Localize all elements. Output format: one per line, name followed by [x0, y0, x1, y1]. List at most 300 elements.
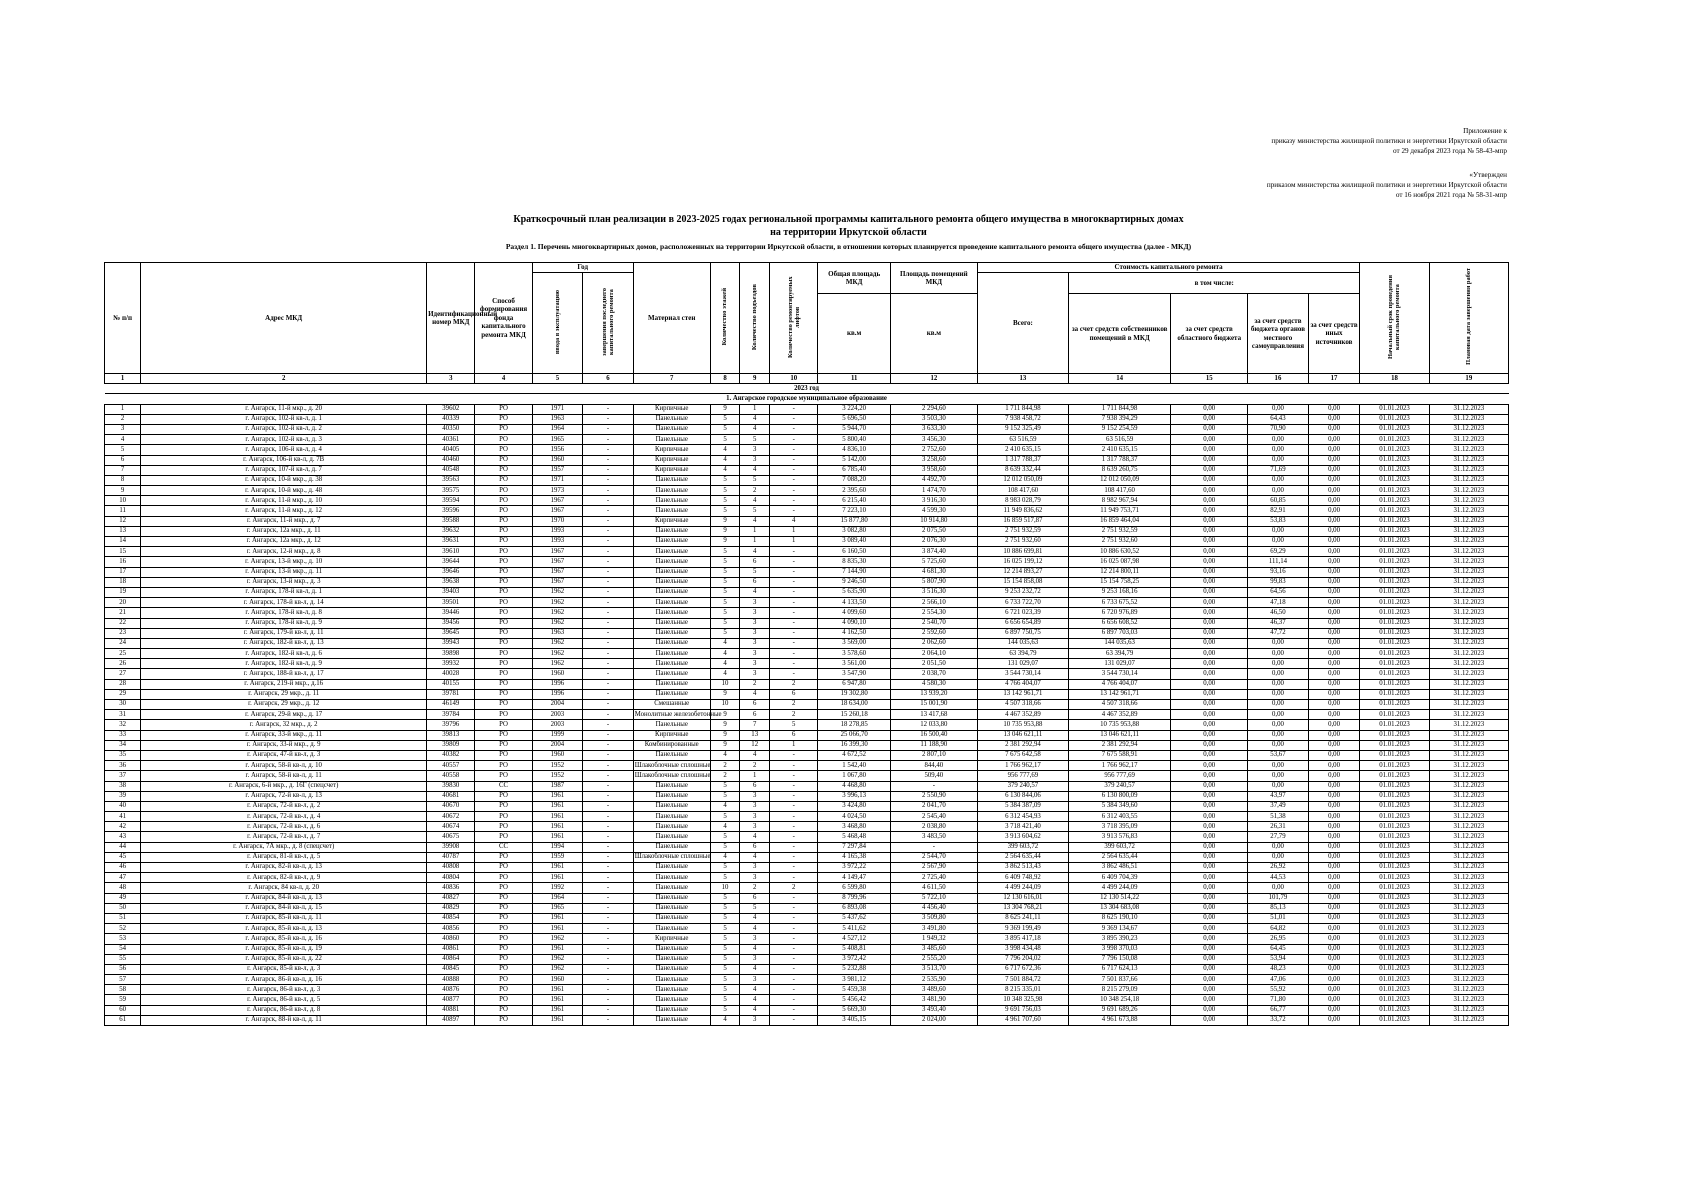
- start-date-cell: 01.01.2023: [1360, 669, 1429, 679]
- wall-material-cell: Панельные: [633, 567, 710, 577]
- cost-owners-cell: 6 312 403,55: [1069, 812, 1171, 822]
- year-last-repair-cell: -: [583, 883, 634, 893]
- premises-area-cell: 4 681,30: [890, 567, 977, 577]
- cost-regional-cell: 0,00: [1171, 903, 1248, 913]
- end-date-cell: 31.12.2023: [1429, 486, 1508, 496]
- address-cell: г. Ангарск, 85-й кв-л, д. 16: [141, 934, 427, 944]
- end-date-cell: 31.12.2023: [1429, 934, 1508, 944]
- floors-cell: 4: [710, 445, 740, 455]
- fund-method-cell: РО: [475, 903, 532, 913]
- cost-regional-cell: 0,00: [1171, 771, 1248, 781]
- start-date-cell: 01.01.2023: [1360, 842, 1429, 852]
- cost-local-cell: 0,00: [1248, 781, 1308, 791]
- mkd-id-cell: 39575: [427, 486, 475, 496]
- wall-material-cell: Панельные: [633, 689, 710, 699]
- year-built-cell: 1967: [532, 567, 583, 577]
- entrances-cell: 3: [740, 445, 770, 455]
- premises-area-cell: 13 417,68: [890, 710, 977, 720]
- cost-owners-cell: 7 501 837,66: [1069, 975, 1171, 985]
- total-area-cell: 5 142,00: [818, 455, 891, 465]
- cost-owners-cell: 7 675 588,91: [1069, 750, 1171, 760]
- address-cell: г. Ангарск, 85-й кв-л, д. 13: [141, 924, 427, 934]
- year-built-cell: 1967: [532, 547, 583, 557]
- cost-owners-cell: 3 913 576,83: [1069, 832, 1171, 842]
- cost-owners-cell: 12 214 800,11: [1069, 567, 1171, 577]
- premises-area-cell: 2 592,60: [890, 628, 977, 638]
- end-date-cell: 31.12.2023: [1429, 761, 1508, 771]
- mkd-id-cell: 40670: [427, 801, 475, 811]
- year-built-cell: 1957: [532, 465, 583, 475]
- cost-local-cell: 0,00: [1248, 404, 1308, 414]
- cost-total-cell: 399 603,72: [977, 842, 1068, 852]
- mkd-id-cell: 40877: [427, 995, 475, 1005]
- table-row: [105, 812, 1509, 822]
- approval-note: [1267, 170, 1507, 200]
- cost-owners-cell: 9 152 254,59: [1069, 424, 1171, 434]
- cost-other-cell: 0,00: [1308, 649, 1360, 659]
- table-row: [105, 710, 1509, 720]
- row-num-cell: 41: [105, 812, 141, 822]
- mkd-id-cell: 40897: [427, 1015, 475, 1025]
- year-last-repair-cell: -: [583, 465, 634, 475]
- floors-cell: 5: [710, 903, 740, 913]
- start-date-cell: 01.01.2023: [1360, 883, 1429, 893]
- column-number: 5: [532, 374, 583, 384]
- address-cell: г. Ангарск, 182-й кв-л, д. 6: [141, 649, 427, 659]
- address-cell: г. Ангарск, 13-й мкр., д. 10: [141, 557, 427, 567]
- cost-regional-cell: 0,00: [1171, 414, 1248, 424]
- wall-material-cell: Панельные: [633, 679, 710, 689]
- entrances-cell: 4: [740, 852, 770, 862]
- cost-other-cell: 0,00: [1308, 404, 1360, 414]
- premises-area-cell: 1 949,32: [890, 934, 977, 944]
- end-date-cell: 31.12.2023: [1429, 547, 1508, 557]
- end-date-cell: 31.12.2023: [1429, 414, 1508, 424]
- cost-regional-cell: 0,00: [1171, 557, 1248, 567]
- cost-owners-cell: 2 564 635,44: [1069, 852, 1171, 862]
- lifts-cell: 2: [770, 700, 818, 710]
- year-built-cell: 1961: [532, 812, 583, 822]
- total-area-cell: 5 635,90: [818, 587, 891, 597]
- address-cell: г. Ангарск, 85-й кв-л, д. 19: [141, 944, 427, 954]
- year-built-cell: 1965: [532, 903, 583, 913]
- table-row: [105, 975, 1509, 985]
- lifts-cell: -: [770, 985, 818, 995]
- appendix-line-2: приказу министерства жилищной политики и энергетики Иркутской области: [1271, 137, 1507, 145]
- end-date-cell: 31.12.2023: [1429, 750, 1508, 760]
- entrances-cell: 3: [740, 812, 770, 822]
- cost-regional-cell: 0,00: [1171, 975, 1248, 985]
- end-date-cell: 31.12.2023: [1429, 669, 1508, 679]
- cost-regional-cell: 0,00: [1171, 496, 1248, 506]
- column-number: 3: [427, 374, 475, 384]
- wall-material-cell: Комбинированные: [633, 740, 710, 750]
- wall-material-cell: Панельные: [633, 791, 710, 801]
- cost-regional-cell: 0,00: [1171, 628, 1248, 638]
- row-num-cell: 6: [105, 455, 141, 465]
- cost-total-cell: 131 029,07: [977, 659, 1068, 669]
- year-last-repair-cell: -: [583, 1005, 634, 1015]
- year-built-cell: 1973: [532, 486, 583, 496]
- entrances-cell: 3: [740, 801, 770, 811]
- cost-other-cell: 0,00: [1308, 506, 1360, 516]
- column-number: 2: [141, 374, 427, 384]
- premises-area-cell: 5 722,10: [890, 893, 977, 903]
- header-owners: за счет средств собственников помещений в МКД: [1069, 294, 1171, 374]
- lifts-cell: 6: [770, 689, 818, 699]
- year-last-repair-cell: -: [583, 424, 634, 434]
- cost-total-cell: 8 983 028,79: [977, 496, 1068, 506]
- fund-method-cell: РО: [475, 934, 532, 944]
- lifts-cell: -: [770, 812, 818, 822]
- address-cell: г. Ангарск, 33-й мкр., д. 11: [141, 730, 427, 740]
- cost-other-cell: 0,00: [1308, 516, 1360, 526]
- table-row: [105, 934, 1509, 944]
- cost-total-cell: 13 304 768,21: [977, 903, 1068, 913]
- address-cell: г. Ангарск, 107-й кв-л, д. 7: [141, 465, 427, 475]
- year-last-repair-cell: -: [583, 771, 634, 781]
- cost-other-cell: 0,00: [1308, 689, 1360, 699]
- table-header: [105, 263, 1509, 374]
- wall-material-cell: Шлакоблочные сплошные: [633, 761, 710, 771]
- row-num-cell: 44: [105, 842, 141, 852]
- cost-other-cell: 0,00: [1308, 679, 1360, 689]
- cost-regional-cell: 0,00: [1171, 710, 1248, 720]
- cost-owners-cell: 2 410 635,15: [1069, 445, 1171, 455]
- wall-material-cell: Шлакоблочные сплошные: [633, 771, 710, 781]
- row-num-cell: 18: [105, 577, 141, 587]
- table-row: [105, 720, 1509, 730]
- wall-material-cell: Панельные: [633, 781, 710, 791]
- address-cell: г. Ангарск, 84 кв-л, д. 20: [141, 883, 427, 893]
- address-cell: г. Ангарск, 182-й кв-л, д. 9: [141, 659, 427, 669]
- table-row: [105, 598, 1509, 608]
- entrances-cell: 4: [740, 689, 770, 699]
- start-date-cell: 01.01.2023: [1360, 649, 1429, 659]
- table-row: [105, 1005, 1509, 1015]
- start-date-cell: 01.01.2023: [1360, 689, 1429, 699]
- floors-cell: 5: [710, 547, 740, 557]
- lifts-cell: -: [770, 995, 818, 1005]
- lifts-cell: 1: [770, 526, 818, 536]
- cost-owners-cell: 6 720 976,89: [1069, 608, 1171, 618]
- fund-method-cell: РО: [475, 577, 532, 587]
- lifts-cell: -: [770, 445, 818, 455]
- table-row: [105, 506, 1509, 516]
- premises-area-cell: 2 725,40: [890, 873, 977, 883]
- end-date-cell: 31.12.2023: [1429, 781, 1508, 791]
- cost-local-cell: 0,00: [1248, 842, 1308, 852]
- address-cell: г. Ангарск, 86-й кв-л, д. 3: [141, 985, 427, 995]
- cost-total-cell: 2 381 292,94: [977, 740, 1068, 750]
- wall-material-cell: Панельные: [633, 893, 710, 903]
- year-last-repair-cell: -: [583, 628, 634, 638]
- header-year-last: [583, 272, 634, 374]
- cost-local-cell: 85,13: [1248, 903, 1308, 913]
- fund-method-cell: РО: [475, 924, 532, 934]
- cost-local-cell: 0,00: [1248, 649, 1308, 659]
- year-built-cell: 1963: [532, 628, 583, 638]
- mkd-id-cell: 39456: [427, 618, 475, 628]
- row-num-cell: 25: [105, 649, 141, 659]
- row-num-cell: 60: [105, 1005, 141, 1015]
- cost-regional-cell: 0,00: [1171, 873, 1248, 883]
- year-last-repair-cell: -: [583, 496, 634, 506]
- cost-total-cell: 108 417,60: [977, 486, 1068, 496]
- lifts-cell: -: [770, 832, 818, 842]
- address-cell: г. Ангарск, 106-й кв-л, д. 4: [141, 445, 427, 455]
- cost-local-cell: 53,94: [1248, 954, 1308, 964]
- row-num-cell: 52: [105, 924, 141, 934]
- cost-regional-cell: 0,00: [1171, 964, 1248, 974]
- mkd-id-cell: 39645: [427, 628, 475, 638]
- mkd-id-cell: 40845: [427, 964, 475, 974]
- row-num-cell: 59: [105, 995, 141, 1005]
- table-row: [105, 964, 1509, 974]
- floors-cell: 5: [710, 486, 740, 496]
- premises-area-cell: 4 492,70: [890, 475, 977, 485]
- lifts-cell: -: [770, 424, 818, 434]
- wall-material-cell: Панельные: [633, 944, 710, 954]
- cost-total-cell: 10 886 699,81: [977, 547, 1068, 557]
- row-num-cell: 2: [105, 414, 141, 424]
- premises-area-cell: -: [890, 781, 977, 791]
- floors-cell: 4: [710, 1015, 740, 1025]
- header-material: Материал стен: [633, 263, 710, 374]
- cost-regional-cell: 0,00: [1171, 435, 1248, 445]
- address-cell: г. Ангарск, 47-й кв-л, д. 3: [141, 750, 427, 760]
- cost-regional-cell: 0,00: [1171, 934, 1248, 944]
- end-date-cell: 31.12.2023: [1429, 720, 1508, 730]
- fund-method-cell: РО: [475, 526, 532, 536]
- premises-area-cell: 3 456,30: [890, 435, 977, 445]
- row-num-cell: 30: [105, 700, 141, 710]
- year-last-repair-cell: -: [583, 577, 634, 587]
- column-numbers-row: [105, 374, 1509, 384]
- row-num-cell: 26: [105, 659, 141, 669]
- total-area-cell: 4 090,10: [818, 618, 891, 628]
- address-cell: г. Ангарск, 72-й кв-л, д. 7: [141, 832, 427, 842]
- fund-method-cell: РО: [475, 486, 532, 496]
- mkd-id-cell: 40672: [427, 812, 475, 822]
- floors-cell: 9: [710, 689, 740, 699]
- mkd-id-cell: 39638: [427, 577, 475, 587]
- year-last-repair-cell: -: [583, 750, 634, 760]
- row-num-cell: 28: [105, 679, 141, 689]
- total-area-cell: 5 232,88: [818, 964, 891, 974]
- cost-other-cell: 0,00: [1308, 455, 1360, 465]
- cost-regional-cell: 0,00: [1171, 486, 1248, 496]
- entrances-cell: 5: [740, 567, 770, 577]
- cost-other-cell: 0,00: [1308, 924, 1360, 934]
- end-date-cell: 31.12.2023: [1429, 985, 1508, 995]
- row-num-cell: 13: [105, 526, 141, 536]
- cost-other-cell: 0,00: [1308, 801, 1360, 811]
- cost-local-cell: 70,90: [1248, 424, 1308, 434]
- year-last-repair-cell: -: [583, 944, 634, 954]
- fund-method-cell: РО: [475, 812, 532, 822]
- premises-area-cell: 2 294,60: [890, 404, 977, 414]
- year-last-repair-cell: -: [583, 638, 634, 648]
- row-num-cell: 31: [105, 710, 141, 720]
- total-area-cell: 7 088,20: [818, 475, 891, 485]
- cost-other-cell: 0,00: [1308, 537, 1360, 547]
- start-date-cell: 01.01.2023: [1360, 822, 1429, 832]
- premises-area-cell: 4 580,30: [890, 679, 977, 689]
- address-cell: г. Ангарск, 13-й мкр., д. 11: [141, 567, 427, 577]
- total-area-cell: 4 149,47: [818, 873, 891, 883]
- total-area-cell: 2 395,60: [818, 486, 891, 496]
- total-area-cell: 3 468,80: [818, 822, 891, 832]
- lifts-cell: -: [770, 873, 818, 883]
- cost-total-cell: 4 961 707,60: [977, 1015, 1068, 1025]
- fund-method-cell: РО: [475, 893, 532, 903]
- cost-other-cell: 0,00: [1308, 842, 1360, 852]
- cost-other-cell: 0,00: [1308, 424, 1360, 434]
- cost-local-cell: 47,18: [1248, 598, 1308, 608]
- total-area-cell: 6 599,80: [818, 883, 891, 893]
- total-area-cell: 3 569,00: [818, 638, 891, 648]
- year-last-repair-cell: -: [583, 669, 634, 679]
- fund-method-cell: РО: [475, 475, 532, 485]
- entrances-cell: 3: [740, 649, 770, 659]
- mkd-id-cell: 39610: [427, 547, 475, 557]
- end-date-cell: 31.12.2023: [1429, 424, 1508, 434]
- row-num-cell: 38: [105, 781, 141, 791]
- start-date-cell: 01.01.2023: [1360, 893, 1429, 903]
- floors-cell: 9: [710, 516, 740, 526]
- mkd-id-cell: 39446: [427, 608, 475, 618]
- mkd-id-cell: 40860: [427, 934, 475, 944]
- cost-owners-cell: 16 859 464,04: [1069, 516, 1171, 526]
- cost-total-cell: 4 467 352,89: [977, 710, 1068, 720]
- table-row: [105, 577, 1509, 587]
- end-date-cell: 31.12.2023: [1429, 975, 1508, 985]
- year-last-repair-cell: -: [583, 486, 634, 496]
- total-area-cell: 15 877,80: [818, 516, 891, 526]
- address-cell: г. Ангарск, 86-й кв-л, д. 8: [141, 1005, 427, 1015]
- end-date-cell: 31.12.2023: [1429, 852, 1508, 862]
- floors-cell: 9: [710, 404, 740, 414]
- cost-regional-cell: 0,00: [1171, 832, 1248, 842]
- row-num-cell: 5: [105, 445, 141, 455]
- table-row: [105, 761, 1509, 771]
- cost-total-cell: 12 012 050,09: [977, 475, 1068, 485]
- cost-total-cell: 63 516,59: [977, 435, 1068, 445]
- year-built-cell: 1960: [532, 750, 583, 760]
- floors-cell: 5: [710, 913, 740, 923]
- cost-local-cell: 51,38: [1248, 812, 1308, 822]
- header-premises-area: Площадь помещений МКД: [890, 263, 977, 294]
- address-cell: г. Ангарск, 11-й мкр., д. 20: [141, 404, 427, 414]
- table-row: [105, 608, 1509, 618]
- wall-material-cell: Панельные: [633, 618, 710, 628]
- municipality-label: 1. Ангарское городское муниципальное образование: [105, 394, 1509, 404]
- header-local: за счет средств бюджета органов местного самоуправления: [1248, 294, 1308, 374]
- lifts-cell: -: [770, 934, 818, 944]
- year-built-cell: 1961: [532, 985, 583, 995]
- entrances-cell: 4: [740, 414, 770, 424]
- cost-local-cell: 0,00: [1248, 659, 1308, 669]
- premises-area-cell: 3 503,30: [890, 414, 977, 424]
- end-date-cell: 31.12.2023: [1429, 608, 1508, 618]
- entrances-cell: 3: [740, 873, 770, 883]
- total-area-cell: 3 424,80: [818, 801, 891, 811]
- table-row: [105, 628, 1509, 638]
- table-row: [105, 618, 1509, 628]
- fund-method-cell: РО: [475, 863, 532, 873]
- document-title-line-1: Краткосрочный план реализации в 2023-2025 годах региональной программы капитального ремонта общего имущества в многоквартирных домах: [513, 214, 1184, 225]
- entrances-cell: 4: [740, 995, 770, 1005]
- floors-cell: 5: [710, 587, 740, 597]
- total-area-cell: 5 459,38: [818, 985, 891, 995]
- fund-method-cell: РО: [475, 801, 532, 811]
- column-number: 6: [583, 374, 634, 384]
- address-cell: г. Ангарск, 72-й кв-л, д. 13: [141, 791, 427, 801]
- end-date-cell: 31.12.2023: [1429, 465, 1508, 475]
- start-date-cell: 01.01.2023: [1360, 547, 1429, 557]
- cost-total-cell: 2 751 932,60: [977, 537, 1068, 547]
- cost-regional-cell: 0,00: [1171, 700, 1248, 710]
- cost-total-cell: 3 895 417,18: [977, 934, 1068, 944]
- wall-material-cell: Панельные: [633, 812, 710, 822]
- cost-regional-cell: 0,00: [1171, 475, 1248, 485]
- mkd-id-cell: 40836: [427, 883, 475, 893]
- end-date-cell: 31.12.2023: [1429, 577, 1508, 587]
- row-num-cell: 19: [105, 587, 141, 597]
- floors-cell: 4: [710, 659, 740, 669]
- year-built-cell: 1962: [532, 964, 583, 974]
- address-cell: г. Ангарск, 86-й кв-л, д. 5: [141, 995, 427, 1005]
- fund-method-cell: РО: [475, 404, 532, 414]
- start-date-cell: 01.01.2023: [1360, 964, 1429, 974]
- start-date-cell: 01.01.2023: [1360, 577, 1429, 587]
- cost-regional-cell: 0,00: [1171, 679, 1248, 689]
- cost-other-cell: 0,00: [1308, 750, 1360, 760]
- table-row: [105, 404, 1509, 414]
- cost-total-cell: 12 214 893,27: [977, 567, 1068, 577]
- year-built-cell: 1961: [532, 873, 583, 883]
- start-date-cell: 01.01.2023: [1360, 445, 1429, 455]
- premises-area-cell: 2 555,20: [890, 954, 977, 964]
- mkd-id-cell: 40557: [427, 761, 475, 771]
- fund-method-cell: РО: [475, 649, 532, 659]
- mkd-id-cell: 39403: [427, 587, 475, 597]
- premises-area-cell: 3 958,60: [890, 465, 977, 475]
- premises-area-cell: 3 513,70: [890, 964, 977, 974]
- total-area-cell: 5 800,40: [818, 435, 891, 445]
- premises-area-cell: 3 483,50: [890, 832, 977, 842]
- table-row: [105, 414, 1509, 424]
- lifts-cell: -: [770, 924, 818, 934]
- cost-total-cell: 63 394,79: [977, 649, 1068, 659]
- total-area-cell: 3 405,15: [818, 1015, 891, 1025]
- cost-owners-cell: 9 369 134,67: [1069, 924, 1171, 934]
- total-area-cell: 3 224,20: [818, 404, 891, 414]
- mkd-id-cell: 40827: [427, 893, 475, 903]
- cost-other-cell: 0,00: [1308, 720, 1360, 730]
- start-date-cell: 01.01.2023: [1360, 496, 1429, 506]
- fund-method-cell: РО: [475, 822, 532, 832]
- wall-material-cell: Панельные: [633, 414, 710, 424]
- cost-regional-cell: 0,00: [1171, 567, 1248, 577]
- entrances-cell: 4: [740, 964, 770, 974]
- floors-cell: 5: [710, 964, 740, 974]
- cost-owners-cell: 5 384 349,60: [1069, 801, 1171, 811]
- entrances-cell: 3: [740, 628, 770, 638]
- entrances-cell: 3: [740, 934, 770, 944]
- cost-total-cell: 9 152 325,49: [977, 424, 1068, 434]
